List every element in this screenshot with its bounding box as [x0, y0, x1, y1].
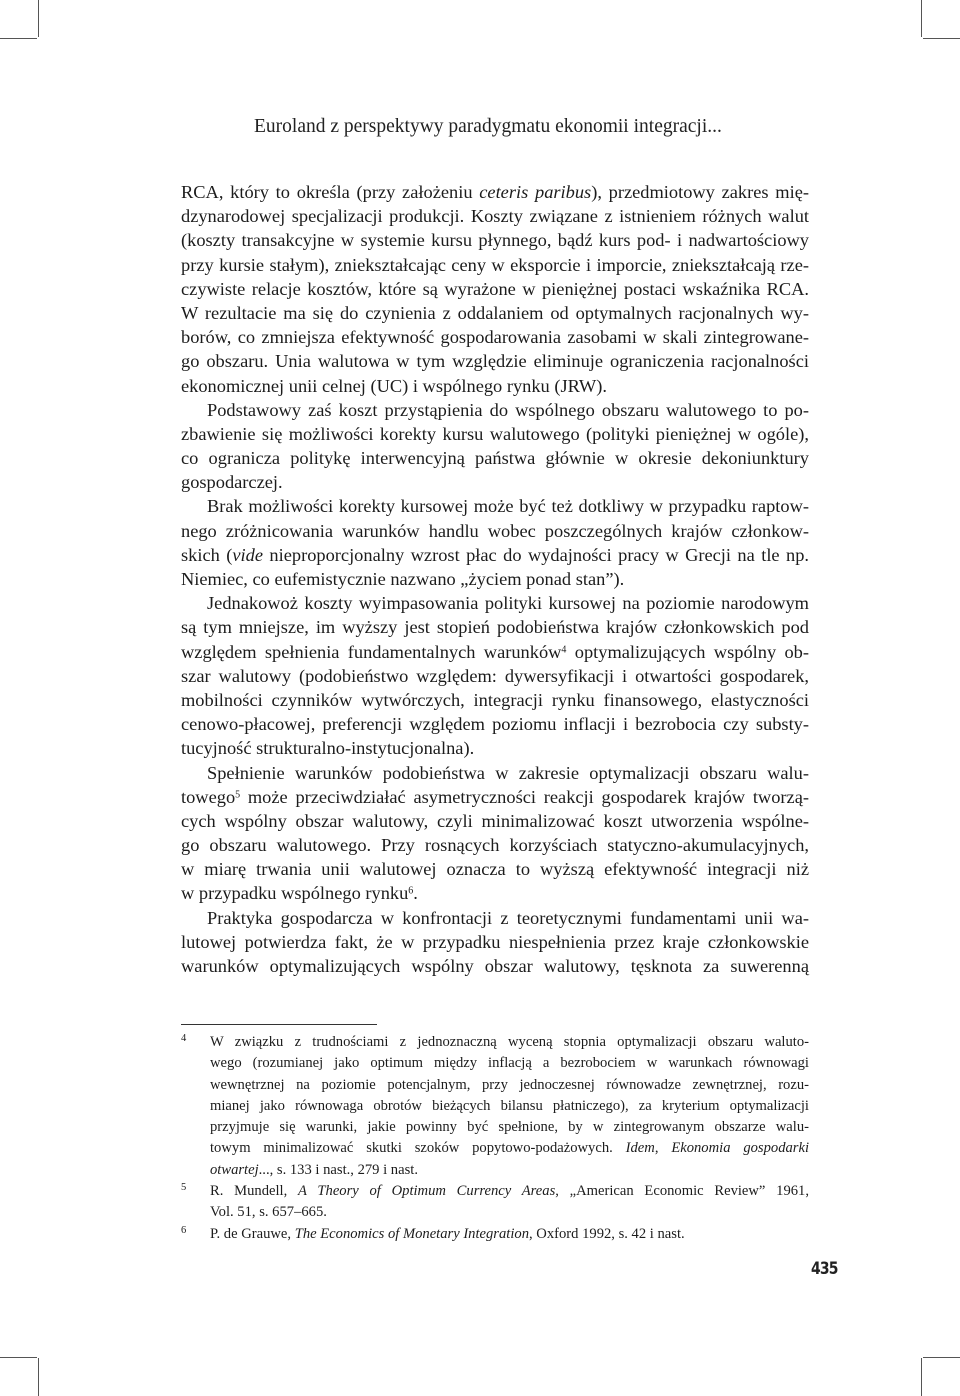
text-line: towego$^5$ może przeciwdziałać asymetryczności reakcji gospodarek krajów tworzą-	[181, 786, 809, 807]
text-line: względem spełnienia fundamentalnych warunków$^4$ optymalizujących wspólny ob-	[181, 641, 809, 662]
text-line: w miarę trwania unii walutowej oznacza to wyższą efektywność integracji niż	[181, 859, 809, 880]
text-line: nego zróżnicowania warunków handlu wobec poszczególnych krajów członkow-	[181, 520, 809, 541]
text-line: go obszaru. Unia walutowa w tym względzie eliminuje ograniczenia racjonalności	[181, 351, 809, 372]
crop-mark-top-right	[923, 38, 960, 39]
paragraph	[181, 494, 809, 591]
text-line: gospodarczej.	[181, 472, 283, 493]
body-text	[181, 180, 809, 978]
footnote-line: mianej jako równowaga obrotów bieżących bilansu płatniczego), za kryterium optymalizacji	[210, 1097, 809, 1114]
paragraph	[181, 398, 809, 495]
footnote-line: Vol. 51, s. 657–665.	[210, 1204, 327, 1221]
text-line: zbawienie się możliwości korekty kursu walutowego (polityki pieniężnej w ogóle),	[181, 423, 809, 444]
footnote	[181, 1032, 809, 1181]
footnote-line: przyjmuje się warunki, jakie powinny być spełnione, by w zintegrowanym obszarze walu-	[210, 1119, 809, 1136]
text-line: lutowej potwierdza fakt, że w przypadku niespełnienia przez kraje członkowskie	[181, 931, 809, 952]
crop-mark-bottom-left	[38, 1358, 39, 1396]
crop-mark-top-left	[38, 0, 39, 37]
text-line: Brak możliwości korekty kursowej może być też dotkliwy w przypadku raptow-	[207, 496, 809, 517]
footnotes	[181, 1032, 809, 1245]
text-line: cenowo-płacowej, preferencji względem poziomu inflacji i bezrobocia czy substy-	[181, 714, 809, 735]
text-line: co ogranicza politykę interwencyjną państwa głównie w okresie dekoniunktury	[181, 448, 809, 469]
footnote-line: towym minimalizować skutki szoków popytowo-podażowych. Idem, Ekonomia gospodarki	[210, 1140, 810, 1157]
paragraph	[181, 906, 809, 979]
page-number: 435	[811, 1259, 838, 1279]
crop-mark-bottom-right	[923, 1357, 960, 1358]
footnote	[181, 1181, 809, 1224]
text-line: RCA, który to określa (przy założeniu ceteris paribus), przedmiotowy zakres mię-	[181, 182, 809, 202]
text-line: Jednakowoż koszty wyimpasowania polityki kursowej na poziomie narodowym	[207, 593, 809, 614]
footnote-line: wewnętrznej na poziomie potencjalnym, przy jednoczesnej równowadze zewnętrznej, rozu-	[210, 1076, 809, 1093]
crop-mark-bottom-left	[0, 1357, 37, 1358]
text-line: są tym mniejsze, im wyższy jest stopień podobieństwa krajów członkowskich pod	[181, 617, 809, 638]
footnote-line: P. de Grauwe, The Economics of Monetary Integration, Oxford 1992, s. 42 i nast.	[210, 1225, 685, 1242]
footnote-number: 5	[181, 1182, 187, 1194]
crop-mark-top-left	[0, 38, 37, 39]
crop-mark-top-right	[921, 0, 922, 37]
paragraph	[181, 591, 809, 760]
text-line: cych wspólny obszar walutowy, czyli minimalizować koszt utworzenia wspólne-	[181, 810, 809, 831]
text-line: Niemiec, co eufemistycznie nazwano „życiem ponad stan”).	[181, 569, 625, 589]
footnote-line: otwartej..., s. 133 i nast., 279 i nast.	[210, 1161, 418, 1178]
footnote-number: 6	[181, 1224, 187, 1236]
footnote	[181, 1224, 809, 1245]
text-line: W rezultacie ma się do czynienia z oddalaniem od optymalnych racjonalnych wy-	[181, 302, 809, 323]
running-head: Euroland z perspektywy paradygmatu ekonomii integracji...	[254, 116, 722, 137]
text-line: czywiste relacje kosztów, które są wyrażone w pieniężnej postaci wskaźnika RCA.	[181, 278, 809, 299]
text-line: w przypadku wspólnego rynku$^6$.	[181, 883, 418, 904]
text-line: borów, co zmniejsza efektywność gospodarowania zasobami w skali zintegrowane-	[181, 327, 809, 348]
footnote-line: W związku z trudnościami z jednoznaczną wyceną stopnia optymalizacji obszaru waluto-	[210, 1034, 809, 1050]
text-line: ekonomicznej unii celnej (UC) i wspólnego rynku (JRW).	[181, 375, 607, 396]
text-line: dzynarodowej specjalizacji produkcji. Koszty związane z istnieniem różnych walut	[181, 206, 809, 227]
text-line: przy kursie stałym), zniekształcając ceny w eksporcie i imporcie, zniekształcają rze-	[181, 254, 809, 275]
text-line: mobilności czynników wytwórczych, integracji rynku finansowego, elastyczności	[181, 689, 809, 710]
footnote-line: wego (rozumianej jako optimum między inflacją a bezrobociem w warunkach równowagi	[210, 1055, 809, 1072]
text-line: (koszty transakcyjne w systemie kursu płynnego, bądź kurs pod- i nadwartościowy	[181, 230, 809, 251]
text-line: tucyjność strukturalno-instytucjonalna).	[181, 738, 475, 759]
crop-mark-bottom-right	[921, 1358, 922, 1396]
footnote-number: 4	[181, 1033, 187, 1044]
footnote-separator	[181, 1024, 377, 1025]
text-line: Praktyka gospodarcza w konfrontacji z teoretycznymi fundamentami unii wa-	[207, 907, 809, 928]
text-line: go obszaru walutowego. Przy rosnących korzyściach statyczno-akumulacyjnych,	[181, 835, 809, 856]
paragraph	[181, 180, 809, 398]
text-line: szar walutowy (podobieństwo względem: dywersyfikacji i otwartości gospodarek,	[181, 665, 809, 686]
footnote-line: R. Mundell, A Theory of Optimum Currency Areas, „American Economic Review” 1961,	[210, 1183, 810, 1200]
text-line: Spełnienie warunków podobieństwa w zakresie optymalizacji obszaru walu-	[207, 762, 809, 783]
paragraph	[181, 761, 809, 906]
text-line: skich (vide nieproporcjonalny wzrost płac do wydajności pracy w Grecji na tle np.	[181, 544, 809, 565]
text-line: Podstawowy zaś koszt przystąpienia do wspólnego obszaru walutowego to po-	[207, 399, 809, 420]
text-line: warunków optymalizujących wspólny obszar walutowy, tęsknota za suwerenną	[181, 956, 809, 976]
